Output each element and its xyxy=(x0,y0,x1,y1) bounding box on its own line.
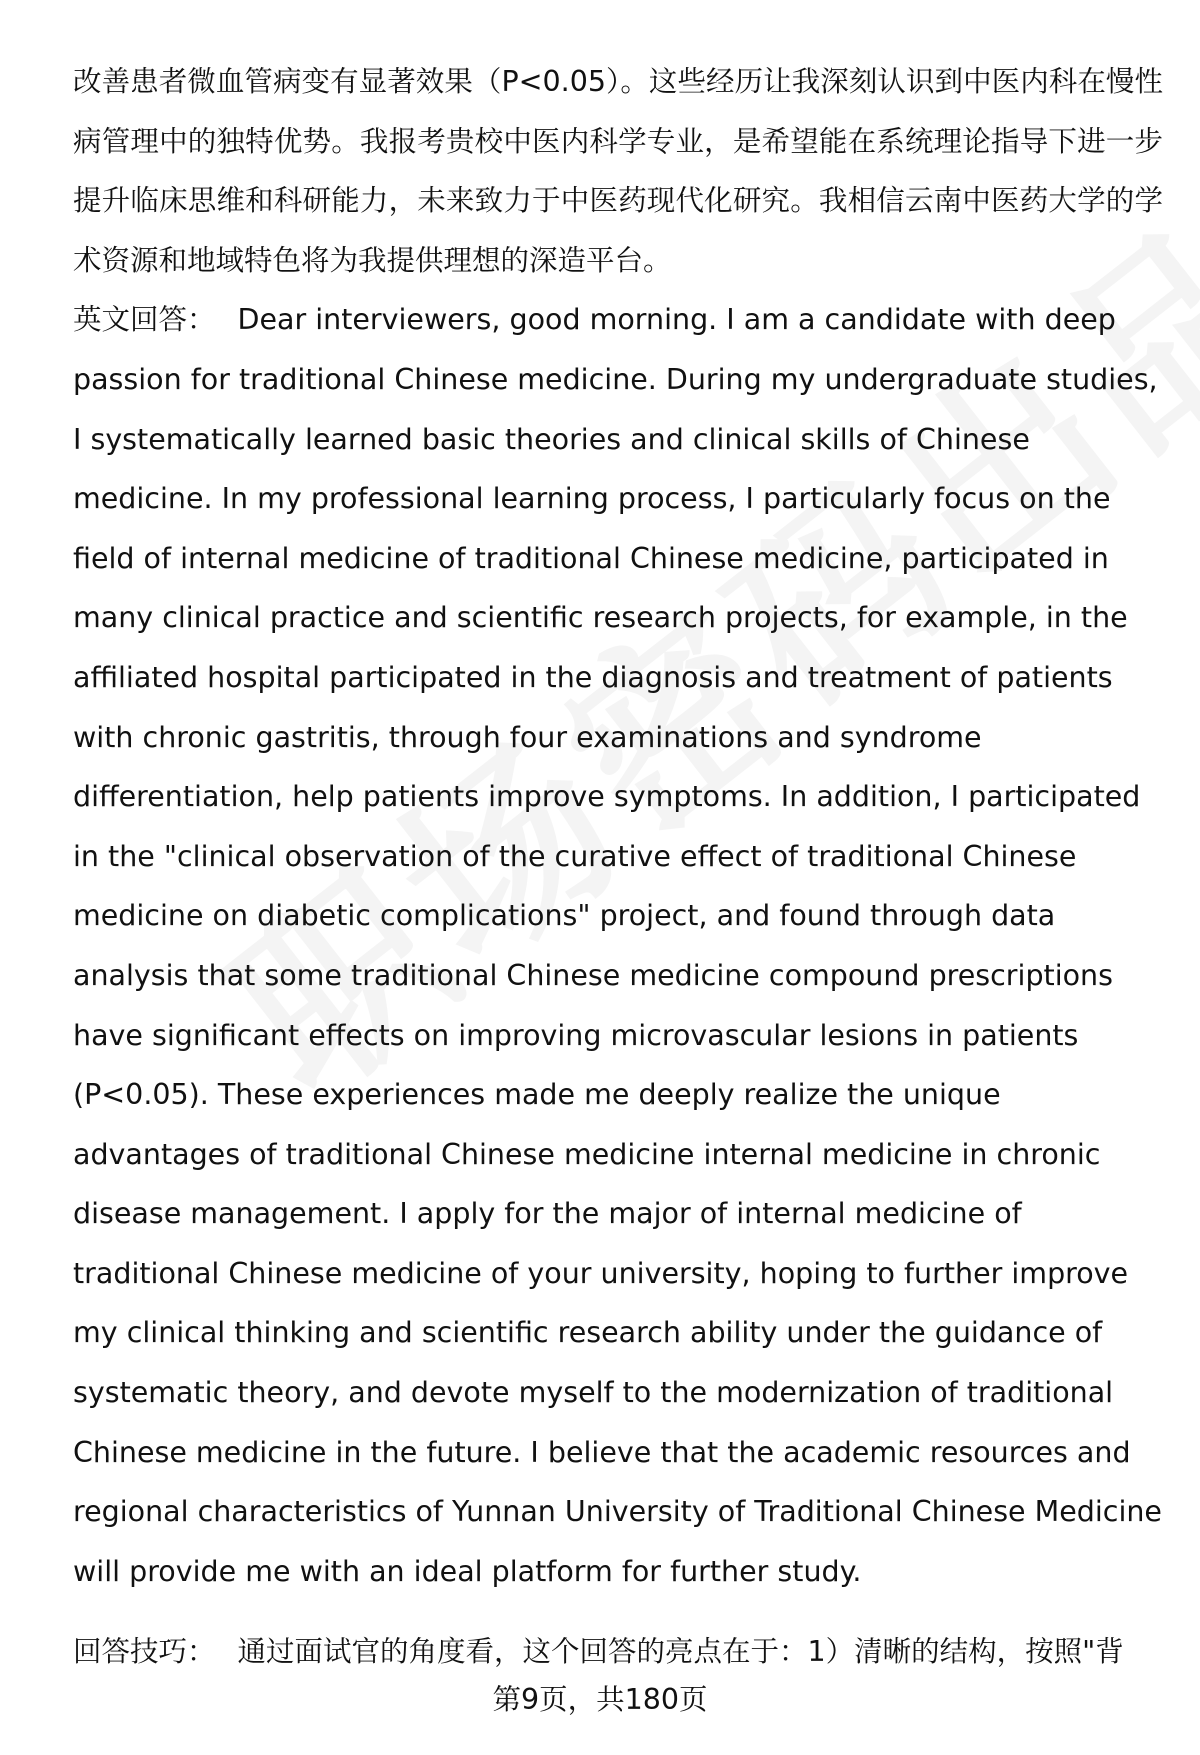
document-body xyxy=(73,52,1163,1601)
answer-tips-text: 通过面试官的角度看，这个回答的亮点在于：1）清晰的结构，按照"背 xyxy=(237,1635,1124,1668)
answer-tips-label: 回答技巧： xyxy=(73,1635,216,1668)
english-answer-paragraph xyxy=(73,290,1163,1601)
english-answer-text: Dear interviewers, good morning. I am a candidate with deep passion for traditional Chinese medicine. During my undergraduate studies, I systematically learned basic theories and clinical skills of Chinese medicine. In my professional learning process, I particularly focus on the field of internal medicine of traditional Chinese medicine, participated in many clinical practice and scientific research projects, for example, in the affiliated hospital participated in the diagnosis and treatment of patients with chronic gastritis, through four examinations and syndrome differentiation, help patients improve symptoms. In addition, I participated in the "clinical observation of the curative effect of traditional Chinese medicine on diabetic complications" project, and found through data analysis that some traditional Chinese medicine compound prescriptions have significant effects on improving microvascular lesions in patients (P<0.05). These experiences made me deeply realize the unique advantages of traditional Chinese medicine internal medicine in chronic disease management. I apply for the major of internal medicine of traditional Chinese medicine of your university, hoping to further improve my clinical thinking and scientific research ability under the guidance of systematic theory, and devote myself to the modernization of traditional Chinese medicine in the future. I believe that the academic resources and regional characteristics of Yunnan University of Traditional Chinese Medicine will provide me with an ideal platform for further study. xyxy=(73,303,1162,1588)
chinese-answer-paragraph: 改善患者微血管病变有显著效果（P<0.05）。这些经历让我深刻认识到中医内科在慢性病管理中的独特优势。我报考贵校中医内科学专业，是希望能在系统理论指导下进一步提升临床思维和科研能力，未来致力于中医药现代化研究。我相信云南中医药大学的学术资源和地域特色将为我提供理想的深造平台。 xyxy=(73,65,1163,277)
answer-tips-line xyxy=(73,1632,1163,1672)
page-number: 第9页，共180页 xyxy=(492,1683,708,1716)
english-answer-label: 英文回答： xyxy=(73,303,216,337)
